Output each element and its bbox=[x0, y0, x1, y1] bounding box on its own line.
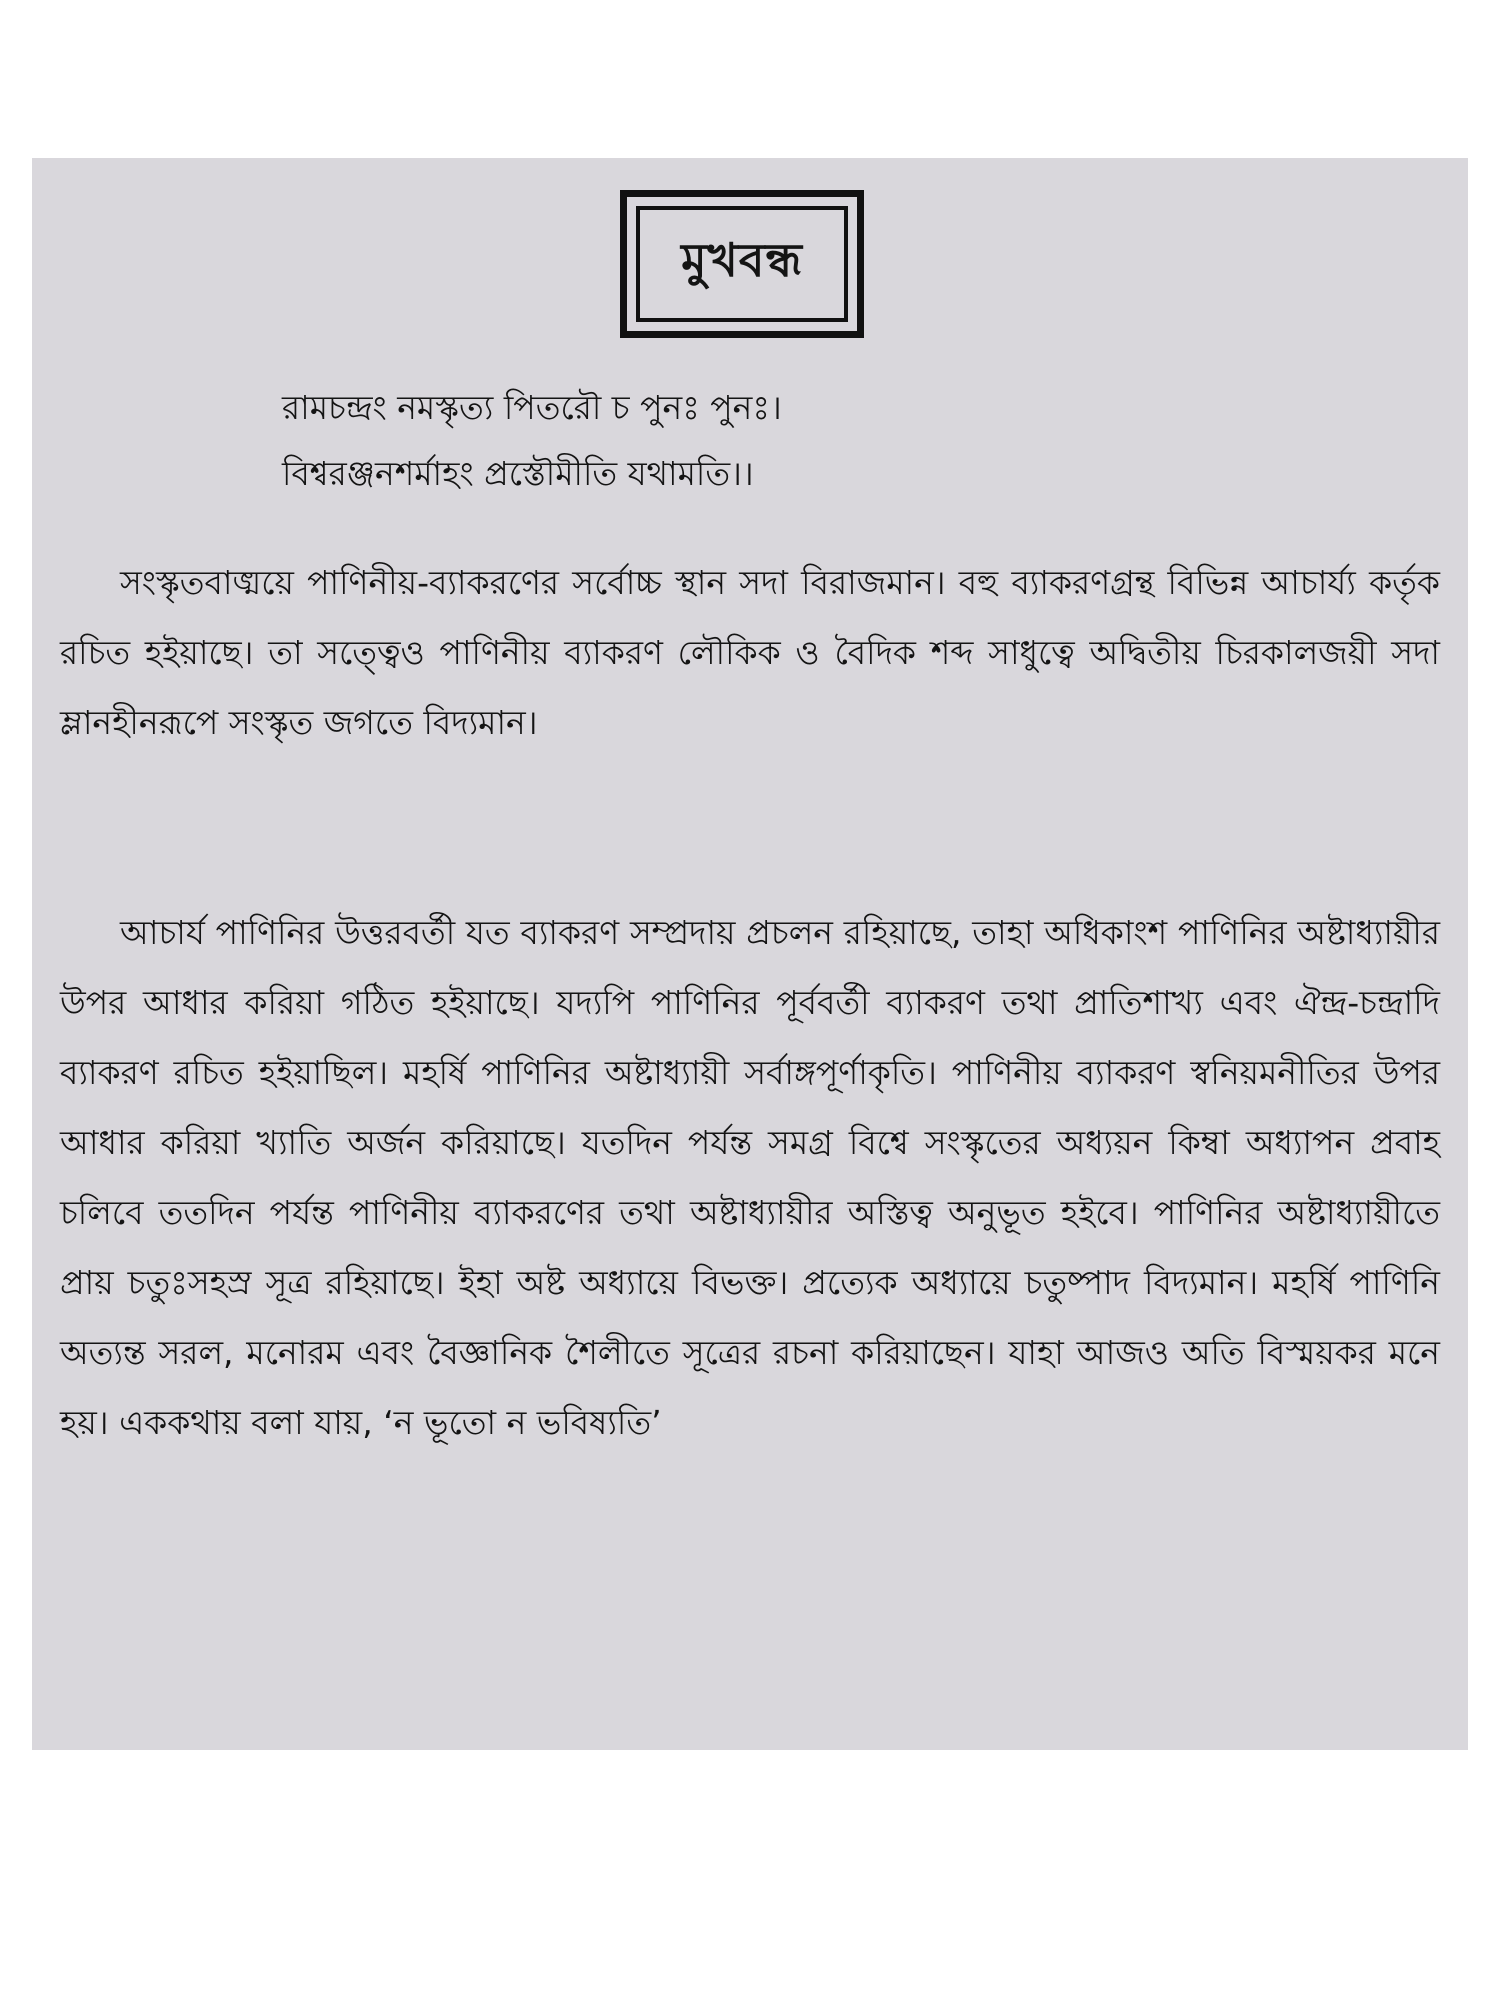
verse-line-2: বিশ্বরঞ্জনশর্মাহং প্রস্তৌমীতি যথামতি।। bbox=[282, 454, 754, 493]
paragraph-1: সংস্কৃতবাঙ্ময়ে পাণিনীয়-ব্যাকরণের সর্বোচ্চ স্থান সদা বিরাজমান। বহু ব্যাকরণগ্রন্থ বিভিন্ন আচার্য্য কর্তৃক রচিত হইয়াছে। তা সত্ত্বেও পাণিনীয় ব্যাকরণ লৌকিক ও বৈদিক শব্দ সাধুত্বে অদ্বিতীয় চিরকালজয়ী সদা ম্লানহীনরূপে সংস্কৃত জগতে বিদ্যমান। bbox=[60, 563, 1440, 742]
scanned-page bbox=[32, 158, 1468, 1750]
paragraph-2: আচার্য পাণিনির উত্তরবর্তী যত ব্যাকরণ সম্প্রদায় প্রচলন রহিয়াছে, তাহা অধিকাংশ পাণিনির অষ্টাধ্যায়ীর উপর আধার করিয়া গঠিত হইয়াছে। যদ্যপি পাণিনির পূর্ববর্তী ব্যাকরণ তথা প্রাতিশাখ্য এবং ঐন্দ্র-চন্দ্রাদি ব্যাকরণ রচিত হইয়াছিল। মহর্ষি পাণিনির অষ্টাধ্যায়ী সর্বাঙ্গপূর্ণাকৃতি। পাণিনীয় ব্যাকরণ স্বনিয়মনীতির উপর আধার করিয়া খ্যাতি অর্জন করিয়াছে। যতদিন পর্যন্ত সমগ্র বিশ্বে সংস্কৃতের অধ্যয়ন কিম্বা অধ্যাপন প্রবাহ চলিবে ততদিন পর্যন্ত পাণিনীয় ব্যাকরণের তথা অষ্টাধ্যায়ীর অস্তিত্ব অনুভূত হইবে। পাণিনির অষ্টাধ্যায়ীতে প্রায় চতুঃসহস্র সূত্র রহিয়াছে। ইহা অষ্ট অধ্যায়ে বিভক্ত। প্রত্যেক অধ্যায়ে চতুষ্পাদ বিদ্যমান। মহর্ষি পাণিনি অত্যন্ত সরল, মনোরম এবং বৈজ্ঞানিক শৈলীতে সূত্রের রচনা করিয়াছেন। যাহা আজও অতি বিস্ময়কর মনে হয়। এককথায় বলা যায়, ‘ন ভূতো ন ভবিষ্যতি’ bbox=[60, 913, 1440, 1442]
title-frame-inner bbox=[636, 206, 848, 322]
verse-line-1: রামচন্দ্রং নমস্কৃত্য পিতরৌ চ পুনঃ পুনঃ। bbox=[282, 388, 782, 427]
title-frame-outer bbox=[620, 190, 864, 338]
page-title: মুখবন্ধ bbox=[681, 233, 803, 287]
